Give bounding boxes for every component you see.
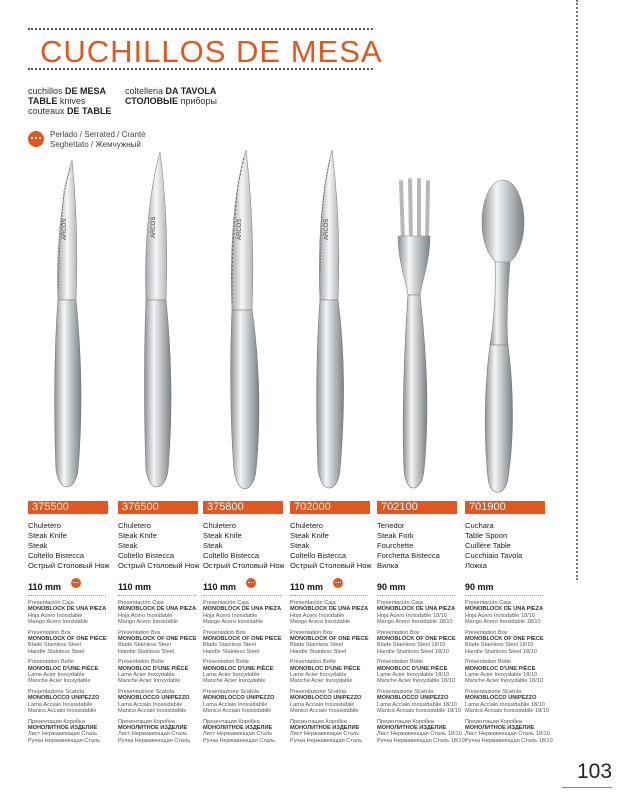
product-375800 (203, 501, 283, 748)
product-size: 90 mm (377, 582, 406, 592)
product-size: 90 mm (465, 582, 494, 592)
presentation-block: Presentación Caja MONOBLOCK DE UNA PIEZA Hoja Acero Inoxidable Mango Acero Inoxidable Presentation Box MONOBLOCK OF ONE PIECE Blade Stainless Steel Handle Stainless Steel Présentation Boîte MONOBLOC D'UNE PIÈCE Lame Acier Inoxydable Manche Acier Inoxydable Presentazione Scatola MONOBLOCCO UNIPEZZO Lama Acciaio Inossidabile Manico Acciaio Inossidabile Презентация Коробка МОНОЛИТНОЕ ИЗДЕЛИЕ Лист Нержавеющая Сталь Ручка Нержавеющая Сталь (290, 595, 370, 744)
knife-375500-brand-label: ARCOS (62, 218, 68, 240)
serrated-icon (71, 578, 81, 588)
page-number-rule (562, 787, 612, 788)
spoon-701900-illustration (482, 180, 524, 492)
product-names: Chuletero Steak Knife Steak Coltello Bistecca Острый Столовый Нож (203, 521, 285, 570)
fork-702100-illustration (398, 180, 430, 488)
product-code: 702100 (377, 501, 457, 514)
product-code: 375500 (28, 501, 108, 514)
subtitle-es: cuchillos DE MESA (28, 86, 107, 96)
product-names: Chuletero Steak Knife Steak Coltello Bistecca Острый Столовый Нож (28, 521, 110, 570)
knife-702000-illustration (317, 150, 344, 488)
page-number: 103 (577, 760, 613, 783)
presentation-block: Presentación Caja MONOBLOCK DE UNA PIEZA Hoja Acero Inoxidable 18/10 Mango Acero Inoxidable 18/10 Presentation Box MONOBLOCK OF ONE PIECE Blade Stainless Steel 18/10 Handle Stainless Steel 18/10 Présentation Boîte MONOBLOC D'UNE PIÈCE Lame Acier Inoxydable 18/10 Manche Acier Inoxydable 18/10 Presentazione Scatola MONOBLOCCO UNIPEZZO Lama Acciaio Inossidabile 18/10 Manico Acciaio Inossidabile 18/10 Презентация Коробка МОНОЛИТНОЕ ИЗДЕЛИЕ Лист Нержавеющая Сталь 18/10 Ручка Нержавеющая Сталь 18/10 (377, 595, 457, 744)
product-names: Cuchara Table Spoon Cuillère Table Cucchiaio Tavola Ложка (465, 521, 523, 570)
knife-702000-brand-label: ARCOS (324, 218, 330, 240)
product-names: Chuletero Steak Knife Steak Coltello Bistecca Острый Столовый Нож (118, 521, 200, 570)
presentation-block: Presentación Caja MONOBLOCK DE UNA PIEZA Hoja Acero Inoxidable Mango Acero Inoxidable Presentation Box MONOBLOCK OF ONE PIECE Blade Stainless Steel Handle Stainless Steel Présentation Boîte MONOBLOC D'UNE PIÈCE Lame Acier Inoxydable Manche Acier Inoxydable Presentazione Scatola MONOBLOCCO UNIPEZZO Lama Acciaio Inossidabile Manico Acciaio Inossidabile Презентация Коробка МОНОЛИТНОЕ ИЗДЕЛИЕ Лист Нержавеющая Сталь Ручка Нержавеющая Сталь (28, 595, 108, 744)
subtitle-en: TABLE knives (28, 96, 86, 106)
product-size: 110 mm (290, 582, 324, 592)
knife-375800-illustration (231, 150, 259, 489)
product-code: 375800 (203, 501, 283, 514)
product-size: 110 mm (28, 582, 62, 592)
serrated-legend: Perlado / Serrated / Cranté Seghettato / Жемчужный (50, 130, 146, 149)
product-code: 701900 (465, 501, 545, 514)
page-title: CUCHILLOS DE MESA (40, 34, 383, 69)
product-size: 110 mm (203, 582, 237, 592)
presentation-block: Presentación Caja MONOBLOCK DE UNA PIEZA Hoja Acero Inoxidable 18/10 Mango Acero Inoxidable 18/10 Presentation Box MONOBLOCK OF ONE PIECE Blade Stainless Steel 18/10 Handle Stainless Steel 18/10 Présentation Boîte MONOBLOC D'UNE PIÈCE Lame Acier Inoxydable 18/10 Manche Acier Inoxydable 18/10 Presentazione Scatola MONOBLOCCO UNIPEZZO Lama Acciaio Inossidabile 18/10 Manico Acciaio Inossidabile 18/10 Презентация Коробка МОНОЛИТНОЕ ИЗДЕЛИЕ Лист Нержавеющая Сталь 18/10 Ручка Нержавеющая Сталь 18/10 (465, 595, 545, 744)
product-code: 702000 (290, 501, 370, 514)
presentation-block: Presentación Caja MONOBLOCK DE UNA PIEZA Hoja Acero Inoxidable Mango Acero Inoxidable Presentation Box MONOBLOCK OF ONE PIECE Blade Stainless Steel Handle Stainless Steel Présentation Boîte MONOBLOC D'UNE PIÈCE Lame Acier Inoxydable Manche Acier Inoxydable Presentazione Scatola MONOBLOCCO UNIPEZZO Lama Acciaio Inossidabile Manico Acciaio Inossidabile Презентация Коробка МОНОЛИТНОЕ ИЗДЕЛИЕ Лист Нержавеющая Сталь Ручка Нержавеющая Сталь (203, 595, 283, 744)
subtitle-ru: СТОЛОВЫЕ приборы (125, 96, 218, 106)
serrated-icon (246, 578, 256, 588)
knife-376500-brand-label: ARCOS (151, 216, 157, 238)
product-701900 (465, 501, 553, 748)
product-names: Chuletero Steak Knife Steak Coltello Bistecca Острый Столовый Нож (290, 521, 372, 570)
knife-376500-illustration (145, 152, 172, 487)
product-size: 110 mm (118, 582, 152, 592)
product-names: Tenedor Steak Fork Fourchette Forchetta Bistecca Вилка (377, 521, 440, 570)
presentation-block: Presentación Caja MONOBLOCK DE UNA PIEZA Hoja Acero Inoxidable Mango Acero Inoxidable Presentation Box MONOBLOCK OF ONE PIECE Blade Stainless Steel Handle Stainless Steel Présentation Boîte MONOBLOC D'UNE PIÈCE Lame Acier Inoxydable Manche Acier Inoxydable Presentazione Scatola MONOBLOCCO UNIPEZZO Lama Acciaio Inossidabile Manico Acciaio Inossidabile Презентация Коробка МОНОЛИТНОЕ ИЗДЕЛИЕ Лист Нержавеющая Сталь Ручка Нержавеющая Сталь (118, 595, 198, 744)
product-376500 (118, 501, 198, 748)
product-375500 (28, 501, 108, 748)
product-702000 (290, 501, 370, 748)
serrated-icon (333, 578, 343, 588)
product-702100 (377, 501, 465, 748)
knife-375800-brand-label: ARCOS (237, 218, 243, 240)
product-code: 376500 (118, 501, 198, 514)
subtitle-it: coltelleria DA TAVOLA (125, 86, 217, 96)
knife-375500-illustration (55, 160, 81, 487)
subtitle-fr: couteaux DE TABLE (28, 106, 112, 116)
